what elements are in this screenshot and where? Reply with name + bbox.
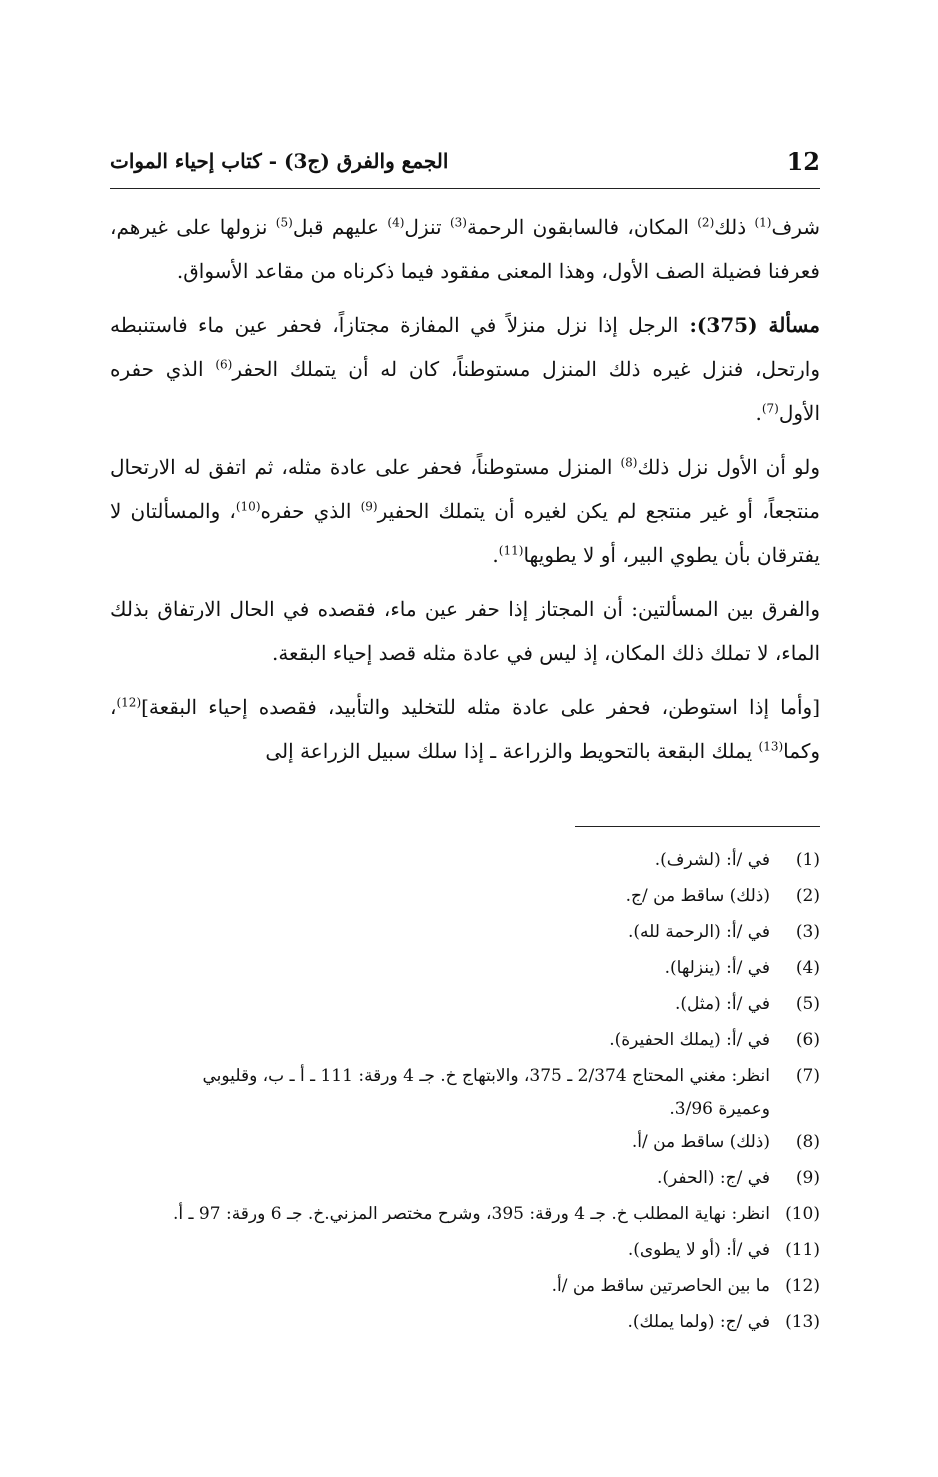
- paragraph-5: [110, 685, 820, 773]
- text-run: نزولها على غيرهم، فعرفنا فضيلة الصف الأول، وهذا المعنى مفقود فيما ذكرناه من مقاعد الأسواق.: [110, 215, 820, 283]
- text-run: عليهم قبل: [292, 215, 388, 239]
- footnote-text: (ذلك) ساقط من /ج.: [625, 886, 770, 906]
- footnote-ref: (4): [387, 215, 405, 230]
- text-run: ذلك: [714, 215, 755, 239]
- footnote: [110, 1058, 820, 1124]
- footnote-number: (2): [795, 886, 820, 906]
- footnote-text: في /ج: (ولما يملك).: [627, 1312, 770, 1332]
- footnote-text: في /أ: (مثل).: [674, 994, 770, 1014]
- footnote-text: في /أ: (لشرف).: [654, 850, 770, 870]
- footnote-number: (6): [795, 1030, 820, 1050]
- footnote-ref: (2): [697, 215, 715, 230]
- footnote-number: (1): [795, 850, 820, 870]
- paragraph-1: [110, 205, 820, 293]
- footnote-continuation: وعميرة 3/96.: [669, 1099, 770, 1119]
- text-run: الذي حفره الأول: [110, 357, 820, 425]
- footnote-number: (12): [785, 1276, 820, 1296]
- footnote-text: في /أ: (يملك الحفيرة).: [609, 1030, 770, 1050]
- footnote-ref: (13): [758, 739, 784, 754]
- footnote: [110, 1124, 820, 1160]
- footnotes: [110, 842, 820, 1340]
- footnote: [110, 1232, 820, 1268]
- footnote: [110, 950, 820, 986]
- text-run: شرف: [771, 215, 821, 239]
- paragraph-3: [110, 445, 820, 577]
- paragraph-2: [110, 303, 820, 435]
- footnote-number: (8): [795, 1132, 820, 1152]
- footnote-separator: [575, 826, 820, 827]
- text-run: المنزل مستوطناً، فحفر على عادة مثله، ثم اتفق له الارتحال منتجعاً، أو غير منتجع لم يكن لغيره أن يتملك الحفير: [110, 455, 820, 523]
- footnote: [110, 1160, 820, 1196]
- footnote-text: ما بين الحاصرتين ساقط من /أ.: [551, 1276, 770, 1296]
- text-run: ، والمسألتان لا يفترقان بأن يطوي البير، أو لا يطويها: [110, 499, 820, 567]
- footnote-ref: (5): [275, 215, 293, 230]
- text-run: المكان، فالسابقون الرحمة: [466, 215, 698, 239]
- text-run: .: [755, 401, 762, 425]
- footnote: [110, 878, 820, 914]
- footnote-ref: (1): [754, 215, 772, 230]
- footnote-ref: (3): [449, 215, 467, 230]
- footnote-number: (7): [795, 1066, 820, 1086]
- text-run: ، وكما: [110, 695, 820, 763]
- main-text: [110, 205, 820, 783]
- footnote: [110, 842, 820, 878]
- paragraph-4: والفرق بين المسألتين: أن المجتاز إذا حفر عين ماء، فقصده في الحال الارتفاق بذلك الماء، لا تملك ذلك المكان، إذ ليس في عادة مثله قصد إحياء البقعة.: [110, 597, 820, 665]
- footnote-ref: (12): [116, 695, 142, 710]
- footnote-number: (5): [795, 994, 820, 1014]
- footnote-ref: (11): [498, 543, 524, 558]
- footnote-number: (10): [785, 1204, 820, 1224]
- page-number: 12: [786, 147, 820, 176]
- text-run: تنزل: [404, 215, 450, 239]
- footnote-text: في /أ: (ينزلها).: [664, 958, 770, 978]
- running-title: الجمع والفرق (ج3) - كتاب إحياء الموات: [110, 149, 449, 173]
- footnote-ref: (7): [761, 401, 779, 416]
- footnote-text: [110, 1058, 770, 1124]
- header-rule: [110, 188, 820, 189]
- footnote-ref: (9): [360, 499, 378, 514]
- footnote-text: في /أ: (أو لا يطوى).: [627, 1240, 770, 1260]
- text-run: ولو أن الأول نزل ذلك: [637, 455, 820, 479]
- footnote-text-line: انظر: مغني المحتاج 2/374 ـ 375، والابتهاج خ. جـ 4 ورقة: 111 ـ أ ـ ب، وقليوبي: [202, 1066, 770, 1086]
- footnote: [110, 986, 820, 1022]
- footnote: [110, 1268, 820, 1304]
- footnote: [110, 1022, 820, 1058]
- footnote-text: في /أ: (الرحمة لله).: [627, 922, 770, 942]
- text-run: الرجل إذا نزل منزلاً في المفازة مجتازاً، فحفر عين ماء فاستنبطه وارتحل، فنزل غيره ذلك المنزل مستوطناً، كان له أن يتملك الحفر: [110, 313, 820, 381]
- footnote-ref: (8): [620, 455, 638, 470]
- footnote-number: (3): [795, 922, 820, 942]
- text-run: يملك البقعة بالتحويط والزراعة ـ إذا سلك سبيل الزراعة إلى: [265, 739, 759, 763]
- footnote-text: انظر: نهاية المطلب خ. جـ 4 ورقة: 395، وشرح مختصر المزني.خ. جـ 6 ورقة: 97 ـ أ.: [173, 1204, 770, 1224]
- footnote-number: (9): [795, 1168, 820, 1188]
- footnote-ref: (6): [215, 357, 233, 372]
- footnote-number: (4): [795, 958, 820, 978]
- footnote-text: (ذلك) ساقط من /أ.: [631, 1132, 770, 1152]
- running-header: [110, 143, 820, 183]
- footnote-text: في /ج: (الحفر).: [656, 1168, 770, 1188]
- text-run: .: [492, 543, 499, 567]
- footnote: [110, 914, 820, 950]
- question-heading: مسألة (375):: [678, 313, 821, 337]
- footnote-number: (13): [785, 1312, 820, 1332]
- footnote-number: (11): [785, 1240, 820, 1260]
- footnote: [110, 1196, 820, 1232]
- footnote-ref: (10): [235, 499, 261, 514]
- footnote: [110, 1304, 820, 1340]
- text-run: [وأما إذا استوطن، فحفر على عادة مثله للتخليد والتأبيد، فقصده إحياء البقعة]: [141, 695, 820, 719]
- text-run: الذي حفره: [260, 499, 361, 523]
